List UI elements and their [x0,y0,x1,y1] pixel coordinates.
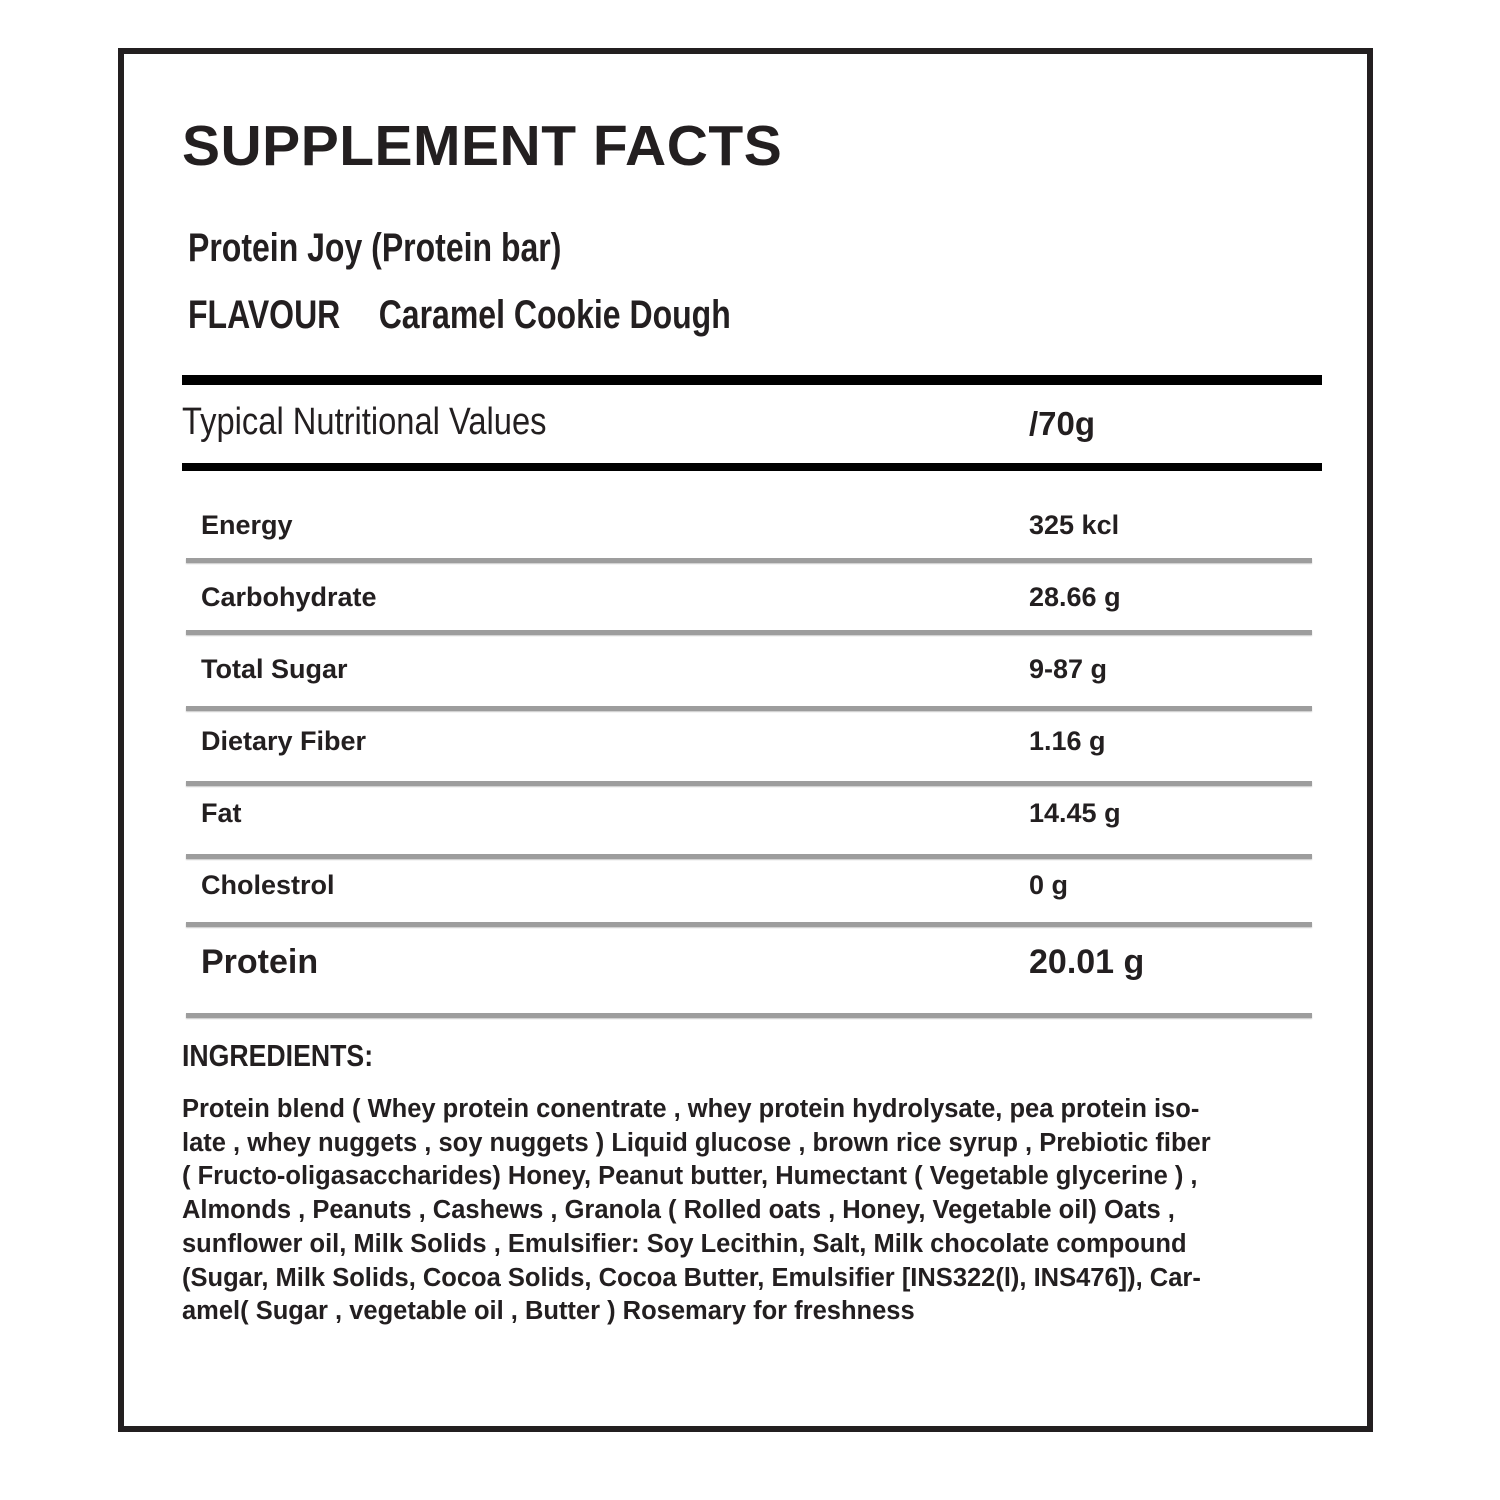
nutrient-name: Energy [201,510,293,540]
nutrient-name: Cholestrol [201,870,335,900]
nutrient-name: Dietary Fiber [201,726,367,756]
row-divider [186,630,1312,635]
table-top-rule [182,375,1322,385]
ingredients-line: Protein blend ( Whey protein conentrate , whey protein hydrolysate, pea protein iso- [182,1095,1200,1123]
nutrient-name: Protein [201,943,319,981]
row-divider [186,854,1312,859]
nutrient-name: Total Sugar [201,654,348,684]
nutrient-value: 20.01 g [1029,943,1145,981]
ingredients-line: late , whey nuggets , soy nuggets ) Liquid glucose , brown rice syrup , Prebiotic fiber [182,1128,1211,1157]
product-name: Protein Joy (Protein bar) [188,226,562,270]
flavour-label: FLAVOUR [188,293,341,337]
ingredients-line: amel( Sugar , vegetable oil , Butter ) Rosemary for freshness [182,1297,915,1326]
nutrient-value: 28.66 g [1029,582,1121,612]
table-header-serving: /70g [1029,405,1096,442]
nutrient-name: Fat [201,798,242,828]
row-divider [186,558,1312,563]
table-header-rule [182,463,1322,471]
table-header-label: Typical Nutritional Values [182,401,547,443]
page-title: SUPPLEMENT FACTS [182,114,783,178]
row-divider [186,922,1312,927]
ingredients-line: Almonds , Peanuts , Cashews , Granola ( Rolled oats , Honey, Vegetable oil) Oats , [182,1196,1175,1225]
ingredients-heading: INGREDIENTS: [182,1038,374,1073]
row-divider [186,706,1312,711]
ingredients-line: ( Fructo-oligasaccharides) Honey, Peanut butter, Humectant ( Vegetable glycerine ) , [182,1162,1198,1191]
nutrient-name: Carbohydrate [201,582,377,612]
nutrient-value: 9-87 g [1029,654,1108,684]
nutrient-value: 1.16 g [1029,726,1106,756]
flavour-value: Caramel Cookie Dough [378,293,731,337]
ingredients-line: (Sugar, Milk Solids, Cocoa Solids, Cocoa Butter, Emulsifier [INS322(l), INS476]), Car- [182,1263,1201,1292]
ingredients-line: sunflower oil, Milk Solids , Emulsifier: Soy Lecithin, Salt, Milk chocolate compound [182,1229,1187,1258]
ingredients-text [182,1093,1322,1329]
row-divider [186,781,1312,786]
flavour-line [188,293,731,337]
nutrient-value: 14.45 g [1029,798,1121,828]
nutrient-value: 325 kcl [1029,510,1120,540]
nutrient-value: 0 g [1029,870,1069,900]
row-divider [186,1013,1312,1018]
